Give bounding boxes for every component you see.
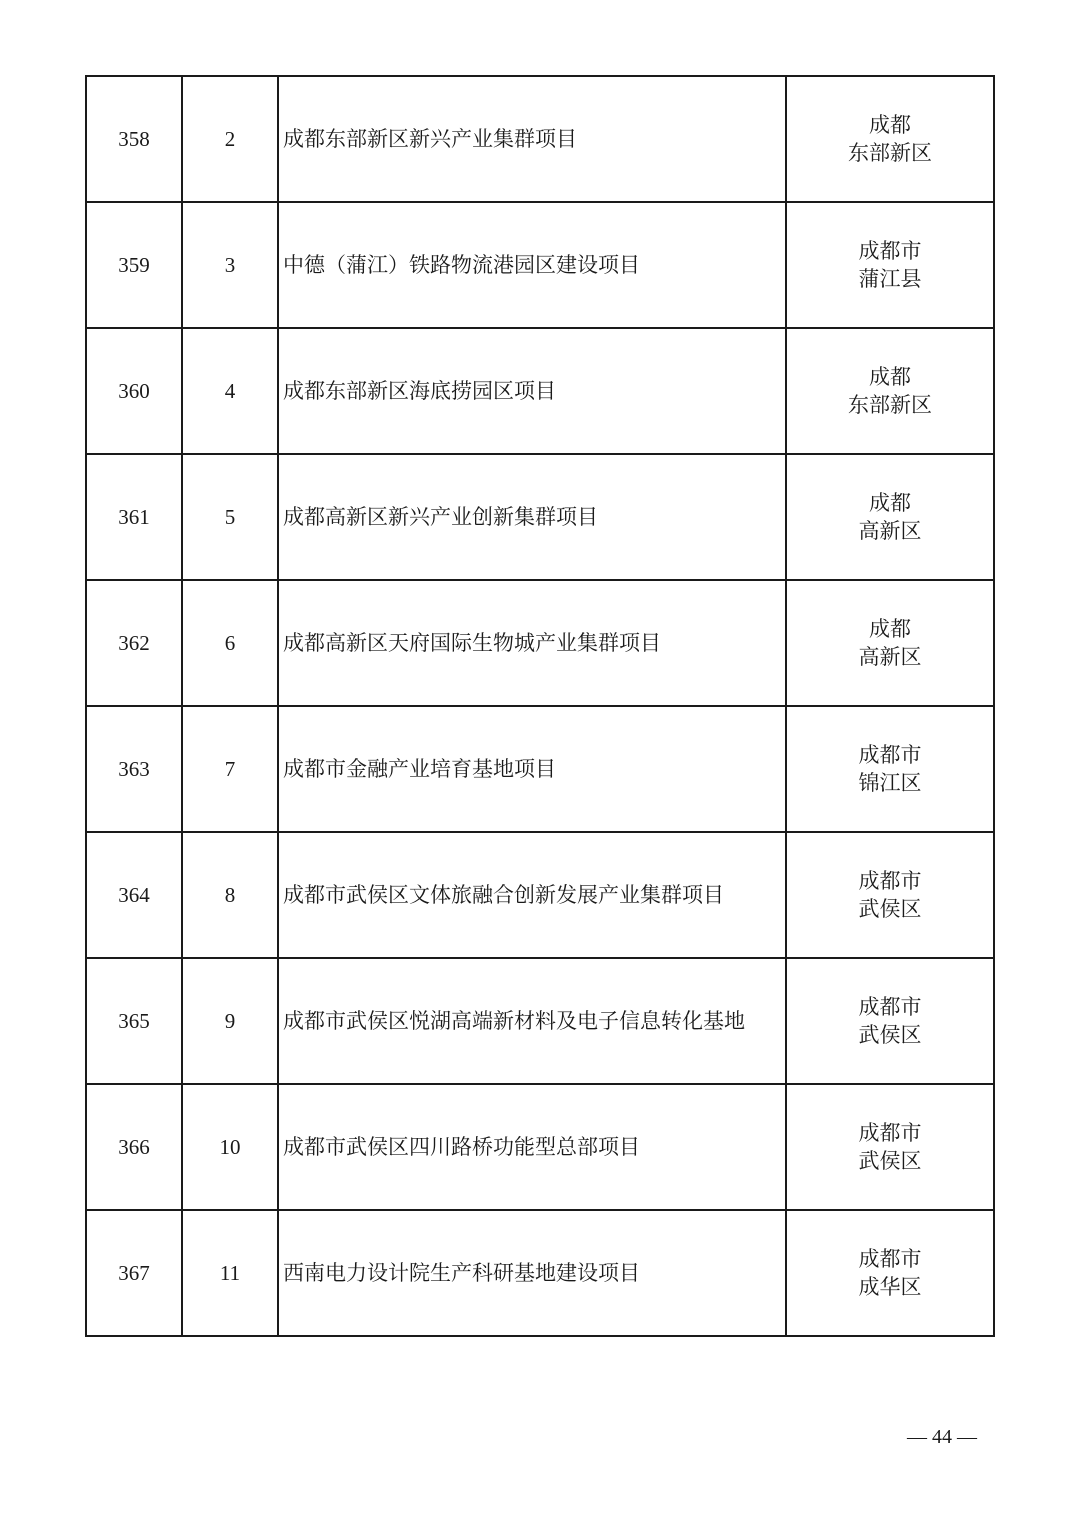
table-row [86, 580, 994, 706]
location-cell [786, 958, 994, 1084]
project-name-cell: 成都高新区天府国际生物城产业集群项目 [278, 580, 786, 706]
location-city: 成都 [869, 617, 911, 641]
location-district: 高新区 [858, 645, 922, 669]
sequence-number-cell: 7 [182, 706, 278, 832]
sequence-number-cell: 11 [182, 1210, 278, 1336]
global-number-cell: 361 [86, 454, 182, 580]
table-row [86, 706, 994, 832]
table-row [86, 1084, 994, 1210]
location-city: 成都 [869, 113, 911, 137]
table-row [86, 76, 994, 202]
location-city: 成都 [869, 491, 911, 515]
global-number-cell: 360 [86, 328, 182, 454]
location-city: 成都市 [858, 1247, 922, 1271]
sequence-number-cell: 5 [182, 454, 278, 580]
project-name-cell: 成都高新区新兴产业创新集群项目 [278, 454, 786, 580]
project-name-cell: 成都东部新区海底捞园区项目 [278, 328, 786, 454]
location-city: 成都市 [858, 743, 922, 767]
sequence-number-cell: 3 [182, 202, 278, 328]
location-district: 蒲江县 [858, 267, 922, 291]
project-name-cell: 成都市金融产业培育基地项目 [278, 706, 786, 832]
global-number-cell: 366 [86, 1084, 182, 1210]
sequence-number-cell: 2 [182, 76, 278, 202]
sequence-number-cell: 4 [182, 328, 278, 454]
global-number-cell: 367 [86, 1210, 182, 1336]
location-city: 成都市 [858, 239, 922, 263]
location-cell [786, 580, 994, 706]
location-city: 成都市 [858, 1121, 922, 1145]
sequence-number-cell: 6 [182, 580, 278, 706]
location-district: 成华区 [858, 1275, 922, 1299]
project-table [85, 75, 995, 1337]
location-cell [786, 328, 994, 454]
table-row [86, 832, 994, 958]
location-city: 成都 [869, 365, 911, 389]
location-cell [786, 76, 994, 202]
project-name-cell: 成都市武侯区文体旅融合创新发展产业集群项目 [278, 832, 786, 958]
page-number: — 44 — [907, 1426, 977, 1448]
location-district: 武侯区 [858, 897, 922, 921]
project-name-cell: 中德（蒲江）铁路物流港园区建设项目 [278, 202, 786, 328]
project-name-cell: 成都市武侯区悦湖高端新材料及电子信息转化基地 [278, 958, 786, 1084]
table-row [86, 202, 994, 328]
location-district: 锦江区 [858, 771, 922, 795]
table-row [86, 958, 994, 1084]
table-row [86, 1210, 994, 1336]
location-city: 成都市 [858, 869, 922, 893]
global-number-cell: 358 [86, 76, 182, 202]
location-city: 成都市 [858, 995, 922, 1019]
location-district: 东部新区 [848, 393, 932, 417]
global-number-cell: 363 [86, 706, 182, 832]
location-cell [786, 706, 994, 832]
location-cell [786, 1084, 994, 1210]
location-district: 高新区 [858, 519, 922, 543]
table-row [86, 454, 994, 580]
location-district: 武侯区 [858, 1023, 922, 1047]
location-district: 东部新区 [848, 141, 932, 165]
location-cell [786, 1210, 994, 1336]
project-name-cell: 成都东部新区新兴产业集群项目 [278, 76, 786, 202]
project-name-cell: 成都市武侯区四川路桥功能型总部项目 [278, 1084, 786, 1210]
sequence-number-cell: 10 [182, 1084, 278, 1210]
sequence-number-cell: 8 [182, 832, 278, 958]
project-name-cell: 西南电力设计院生产科研基地建设项目 [278, 1210, 786, 1336]
location-cell [786, 832, 994, 958]
global-number-cell: 362 [86, 580, 182, 706]
global-number-cell: 364 [86, 832, 182, 958]
table-row [86, 328, 994, 454]
location-cell [786, 454, 994, 580]
sequence-number-cell: 9 [182, 958, 278, 1084]
location-cell [786, 202, 994, 328]
global-number-cell: 365 [86, 958, 182, 1084]
global-number-cell: 359 [86, 202, 182, 328]
location-district: 武侯区 [858, 1149, 922, 1173]
